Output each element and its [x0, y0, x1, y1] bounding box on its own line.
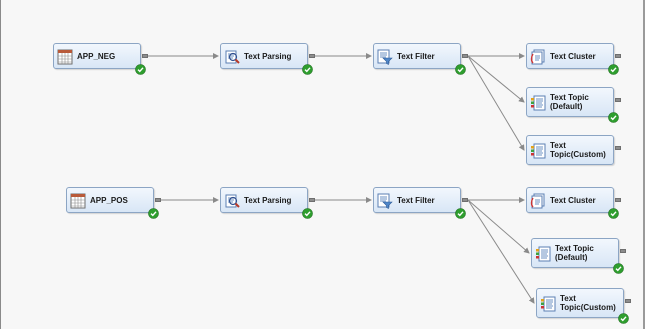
- check-icon: [455, 64, 466, 75]
- node-parse1[interactable]: [220, 43, 308, 69]
- check-icon: [302, 208, 313, 219]
- text-filter-icon: [377, 49, 393, 65]
- table-icon: [57, 49, 73, 65]
- node-label: Text Filter: [397, 51, 435, 61]
- output-port[interactable]: [620, 249, 626, 253]
- check-icon: [302, 64, 313, 75]
- text-parsing-icon: [224, 193, 240, 209]
- text-cluster-icon: [530, 49, 546, 65]
- node-label: Text Parsing: [244, 51, 292, 61]
- node-label: Text Topic(Custom): [550, 141, 606, 159]
- output-port[interactable]: [155, 198, 161, 202]
- node-topic-def2[interactable]: [531, 238, 619, 268]
- output-port[interactable]: [462, 198, 468, 202]
- node-cluster2[interactable]: [526, 187, 614, 213]
- output-port[interactable]: [309, 54, 315, 58]
- node-label: APP_NEG: [77, 51, 116, 61]
- text-parsing-icon: [224, 49, 240, 65]
- node-label: Text Topic (Default): [550, 93, 589, 111]
- check-icon: [455, 208, 466, 219]
- node-filter2[interactable]: [373, 187, 461, 213]
- node-label: APP_POS: [90, 195, 128, 205]
- check-icon: [613, 263, 624, 274]
- node-label: Text Cluster: [550, 195, 596, 205]
- connector-filter2-to-topic_def2[interactable]: [468, 200, 529, 253]
- output-port[interactable]: [462, 54, 468, 58]
- node-label: Text Topic (Default): [555, 244, 594, 262]
- node-parse2[interactable]: [220, 187, 308, 213]
- connector-filter2-to-topic_cus2[interactable]: [468, 200, 534, 303]
- output-port[interactable]: [615, 98, 621, 102]
- text-topic-icon: [530, 143, 546, 159]
- node-cluster1[interactable]: [526, 43, 614, 69]
- node-label: Text Topic(Custom): [560, 294, 616, 312]
- output-port[interactable]: [615, 54, 621, 58]
- text-cluster-icon: [530, 193, 546, 209]
- check-icon: [148, 208, 159, 219]
- output-port[interactable]: [615, 198, 621, 202]
- check-icon: [608, 208, 619, 219]
- node-label: Text Filter: [397, 195, 435, 205]
- node-filter1[interactable]: [373, 43, 461, 69]
- node-topic-cus1[interactable]: [526, 135, 614, 165]
- output-port[interactable]: [615, 146, 621, 150]
- text-topic-icon: [530, 95, 546, 111]
- check-icon: [608, 64, 619, 75]
- connector-filter1-to-topic_def1[interactable]: [468, 56, 524, 102]
- text-topic-icon: [540, 296, 556, 312]
- output-port[interactable]: [625, 299, 631, 303]
- check-icon: [618, 313, 629, 324]
- node-label: Text Cluster: [550, 51, 596, 61]
- check-icon: [608, 112, 619, 123]
- text-filter-icon: [377, 193, 393, 209]
- output-port[interactable]: [309, 198, 315, 202]
- node-app-neg[interactable]: [53, 43, 141, 69]
- table-icon: [70, 193, 86, 209]
- node-topic-def1[interactable]: [526, 87, 614, 117]
- output-port[interactable]: [142, 54, 148, 58]
- node-app-pos[interactable]: [66, 187, 154, 213]
- text-topic-icon: [535, 246, 551, 262]
- check-icon: [135, 64, 146, 75]
- node-topic-cus2[interactable]: [536, 288, 624, 318]
- connector-filter1-to-topic_cus1[interactable]: [468, 56, 524, 150]
- node-label: Text Parsing: [244, 195, 292, 205]
